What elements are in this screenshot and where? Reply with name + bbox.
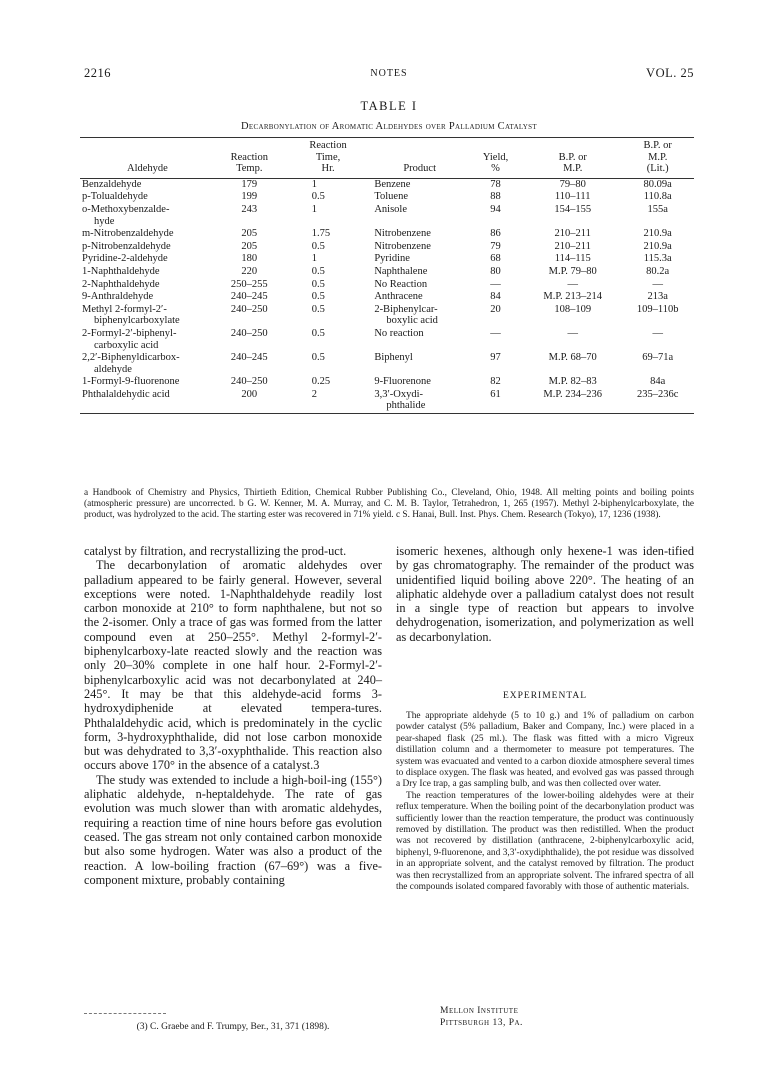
section-label: NOTES [370,68,408,79]
cell-aldehyde: p-Nitrobenzaldehyde [82,240,171,252]
cell-temp: 240–250 [230,327,268,339]
table-caption: Decarbonylation of Aromatic Aldehydes over Palladium Catalyst [241,121,537,132]
cell-aldehyde: Phthalaldehydic acid [82,388,170,400]
cell-yield: 86 [490,228,501,240]
cell-lit: 155a [647,203,668,215]
affiliation-institute: Mellon Institute [440,1006,519,1016]
cell-bp: 154–155 [554,203,592,215]
cell-lit: 210.9a [643,228,672,240]
cell-aldehyde: m-Nitrobenzaldehyde [82,228,174,240]
cell-temp: 205 [241,240,258,252]
table-row [80,376,694,389]
cell-time: 1 [311,253,318,265]
table-row [80,291,694,304]
cell-temp: 240–250 [230,303,268,315]
cell-yield: 82 [490,376,501,388]
col-header: Aldehyde [126,163,168,175]
cell-time: 0.5 [311,278,325,290]
cell-bp: M.P. 234–236 [543,388,603,400]
cell-temp: 205 [241,228,258,240]
cell-product: Nitrobenzene [374,228,431,240]
body-paragraph: The study was extended to include a high-boil-ing (155°) aliphatic aldehyde, n-heptaldehyde. The rate of gas evolution was much slower than with aromatic aldehydes, requiring a reaction time of nine hours before gas evolution ceased. The gas stream not only contained carbon monoxide but also some hydrogen. Water was also a product of the reaction. A low-boiling fraction (67–69°) was a five-component mixture, probably containing [84,772,382,887]
body-paragraph: isomeric hexenes, although only hexene-1 was iden-tified by gas chromatography. The remainder of the product was unidentified liquid boiling above 220°. The heating of an aliphatic aldehyde over a palladium catalyst does not result in a single type of reaction but appears to involve dehydrogenation, isomerization, and polymerization as well as decarbonylation. [396,544,694,644]
cell-aldehyde: 9-Anthraldehyde [82,291,154,303]
footnote-rule [84,1013,166,1014]
col-header: Reaction Temp. [230,151,268,175]
cell-product: Pyridine [374,253,410,265]
affiliation-city: Pittsburgh 13, Pa. [440,1018,523,1028]
cell-product: 3,3′-Oxydi- phthalide [374,388,426,412]
col-header: Yield, % [482,151,509,175]
cell-aldehyde: 2-Formyl-2′-biphenyl- carboxylic acid [82,327,177,351]
reference-footnote: (3) C. Graebe and F. Trumpy, Ber., 31, 371 (1898). [136,1022,330,1032]
col-header: B.P. or M.P. [558,151,587,175]
cell-product: Naphthalene [374,265,428,277]
col-header: B.P. or M.P. (Lit.) [643,140,672,175]
cell-yield: 78 [490,178,501,190]
table-row [80,352,694,376]
cell-bp: 210–211 [554,228,591,240]
cell-bp: M.P. 68–70 [548,352,597,364]
table-row [80,178,694,191]
table-row [80,228,694,241]
page-number: 2216 [84,66,111,80]
cell-aldehyde: 2-Naphthaldehyde [82,278,160,290]
cell-yield: 20 [490,303,501,315]
experimental-section [396,711,694,894]
right-column [396,544,694,644]
table-header-row [80,138,694,179]
volume-label: VOL. 25 [646,66,694,80]
cell-lit: 115.3a [643,253,672,265]
experimental-paragraph: The reaction temperatures of the lower-boiling aldehydes were at their reflux temperature. When the boiling point of the decarbonylation product was sufficiently lower than the reaction temperature, the product was continuously removed by distillation. The product was then redistilled. When the product was not recovered by distillation (anthracene, 2-biphenylcarboxylic acid, biphenyl, 9-fluorenone, and 3,3′-oxydiphthalide), the pot residue was dissolved in an appropriate solvent, and the catalyst removed by filtration. The product was then recrystallized from an appropriate solvent. The infrared spectra of all the compounds isolated compared favorably with those of authentic materials. [396,790,694,893]
table-title: TABLE I [360,99,418,113]
cell-product: Anthracene [374,291,423,303]
cell-temp: 240–250 [230,376,268,388]
cell-temp: 240–245 [230,291,268,303]
table-row [80,253,694,266]
cell-time: 0.5 [311,303,325,315]
cell-lit: 69–71a [642,352,674,364]
cell-temp: 250–255 [230,278,268,290]
table-row [80,191,694,204]
cell-time: 0.5 [311,352,325,364]
cell-product: Benzene [374,178,411,190]
cell-temp: 199 [241,191,258,203]
cell-bp: — [567,278,578,290]
cell-lit: 213a [647,291,668,303]
cell-yield: 61 [490,388,501,400]
experimental-heading: EXPERIMENTAL [502,691,588,701]
cell-product: Anisole [374,203,407,215]
cell-temp: 180 [241,253,258,265]
cell-lit: 110.8a [643,191,672,203]
cell-aldehyde: 1-Naphthaldehyde [82,265,160,277]
body-paragraph: catalyst by filtration, and recrystallizing the prod-uct. [84,544,347,558]
cell-yield: 94 [490,203,501,215]
cell-time: 0.25 [311,376,331,388]
table-footnote: a Handbook of Chemistry and Physics, Thirtieth Edition, Chemical Rubber Publishing Co., Cleveland, Ohio, 1948. All melting points and boiling points (atmospheric pressure) are uncorrected. b G. W. Kenner, M. A. Murray, and C. M. B. Taylor, Tetrahedron, 1, 265 (1957). Methyl 2-biphenylcarboxylate, the product, was hydrolyzed to the acid. The starting ester was recovered in 71% yield. c S. Hanai, Bull. Inst. Phys. Chem. Research (Tokyo), 17, 1236 (1938). [84,488,694,520]
cell-time: 0.5 [311,191,325,203]
cell-bp: 210–211 [554,240,591,252]
cell-temp: 179 [241,178,258,190]
cell-bp: M.P. 213–214 [543,291,603,303]
cell-lit: 210.9a [643,240,672,252]
affiliation [440,1005,523,1029]
data-table [80,137,694,414]
cell-lit: — [652,278,663,290]
cell-bp: 79–80 [559,178,586,190]
cell-temp: 200 [241,388,258,400]
body-paragraph: The decarbonylation of aromatic aldehydes over palladium appeared to be fairly general. However, several exceptions were noted. 1-Naphthaldehyde readily lost carbon monoxide at 210° to form naphthalene, but not so the 2-isomer. Only a trace of gas was formed from the latter compound even at 250–255°. Methyl 2-formyl-2′-biphenylcarboxy-late reacted slowly and the reaction was only 20–30% complete in one half hour. 2-Formyl-2′-biphenylcarboxylic acid was not decarbonylated at 240–245°. It may be that this aldehyde-acid forms 3-hydroxydiphenide at elevated tempera-tures. Phthalaldehydic acid, which is predominately in the cyclic form, 3-hydroxyphthalide, did not lose carbon monoxide but was dehydrated to 3,3′-oxyphthalide. This reaction also occurs above 170° in the absence of a catalyst.3 [84,558,382,773]
cell-time: 0.5 [311,240,325,252]
cell-time: 0.5 [311,291,325,303]
cell-lit: 235–236c [636,388,679,400]
cell-product: No reaction [374,327,424,339]
table-row [80,266,694,279]
cell-bp: — [567,327,578,339]
cell-aldehyde: o-Methoxybenzalde- hyde [82,203,170,227]
cell-time: 0.5 [311,265,325,277]
cell-aldehyde: p-Tolualdehyde [82,191,148,203]
experimental-paragraph: The appropriate aldehyde (5 to 10 g.) and 1% of palladium on carbon powder catalyst (5% palladium, Baker and Company, Inc.) were placed in a pear-shaped flask (25 ml.). The flask was fitted with a micro Vigreux distillation column and a thermometer to measure pot temperatures. The system was evacuated and vented to a carbon dioxide atmosphere several times to displace oxygen. The flask was heated, and evolved gas was passed through a Dry Ice trap, a gas sampling bulb, and was then collected over water. [396,711,694,790]
cell-aldehyde: Methyl 2-formyl-2′- biphenylcarboxylate [82,303,180,327]
cell-yield: — [490,327,501,339]
cell-bp: 108–109 [554,303,592,315]
cell-time: 1 [311,178,318,190]
cell-product: Biphenyl [374,352,413,364]
table-row [80,279,694,292]
cell-time: 2 [311,388,318,400]
cell-product: Nitrobenzene [374,240,431,252]
cell-temp: 243 [241,203,258,215]
table-row [80,204,694,228]
cell-product: 2-Biphenylcar- boxylic acid [374,303,438,327]
cell-temp: 240–245 [230,352,268,364]
cell-yield: 97 [490,352,501,364]
cell-aldehyde: Pyridine-2-aldehyde [82,253,168,265]
col-header: Reaction Time, Hr. [309,140,347,175]
cell-temp: 220 [241,265,258,277]
cell-lit: — [652,327,663,339]
cell-lit: 109–110b [636,303,679,315]
cell-product: Toluene [374,191,408,203]
table-row [80,389,694,414]
cell-product: No Reaction [374,278,428,290]
cell-bp: 114–115 [554,253,591,265]
cell-bp: 110–111 [554,191,591,203]
cell-yield: 79 [490,240,501,252]
cell-product: 9-Fluorenone [374,376,431,388]
cell-yield: 68 [490,253,501,265]
table-row [80,304,694,328]
col-header: Product [403,163,437,175]
left-column [84,544,382,887]
cell-time: 0.5 [311,327,325,339]
cell-lit: 84a [650,376,666,388]
cell-bp: M.P. 79–80 [548,265,597,277]
table-row [80,241,694,254]
cell-bp: M.P. 82–83 [548,376,597,388]
cell-yield: 80 [490,265,501,277]
cell-aldehyde: Benzaldehyde [82,178,142,190]
cell-lit: 80.2a [646,265,670,277]
cell-time: 1.75 [311,228,331,240]
table-body [80,178,694,413]
cell-yield: 84 [490,291,501,303]
cell-yield: — [490,278,501,290]
cell-aldehyde: 2,2′-Biphenyldicarbox- aldehyde [82,352,180,375]
cell-aldehyde: 1-Formyl-9-fluorenone [82,376,180,388]
cell-time: 1 [311,203,318,215]
cell-yield: 88 [490,191,501,203]
cell-lit: 80.09a [643,178,672,190]
table-row [80,328,694,352]
